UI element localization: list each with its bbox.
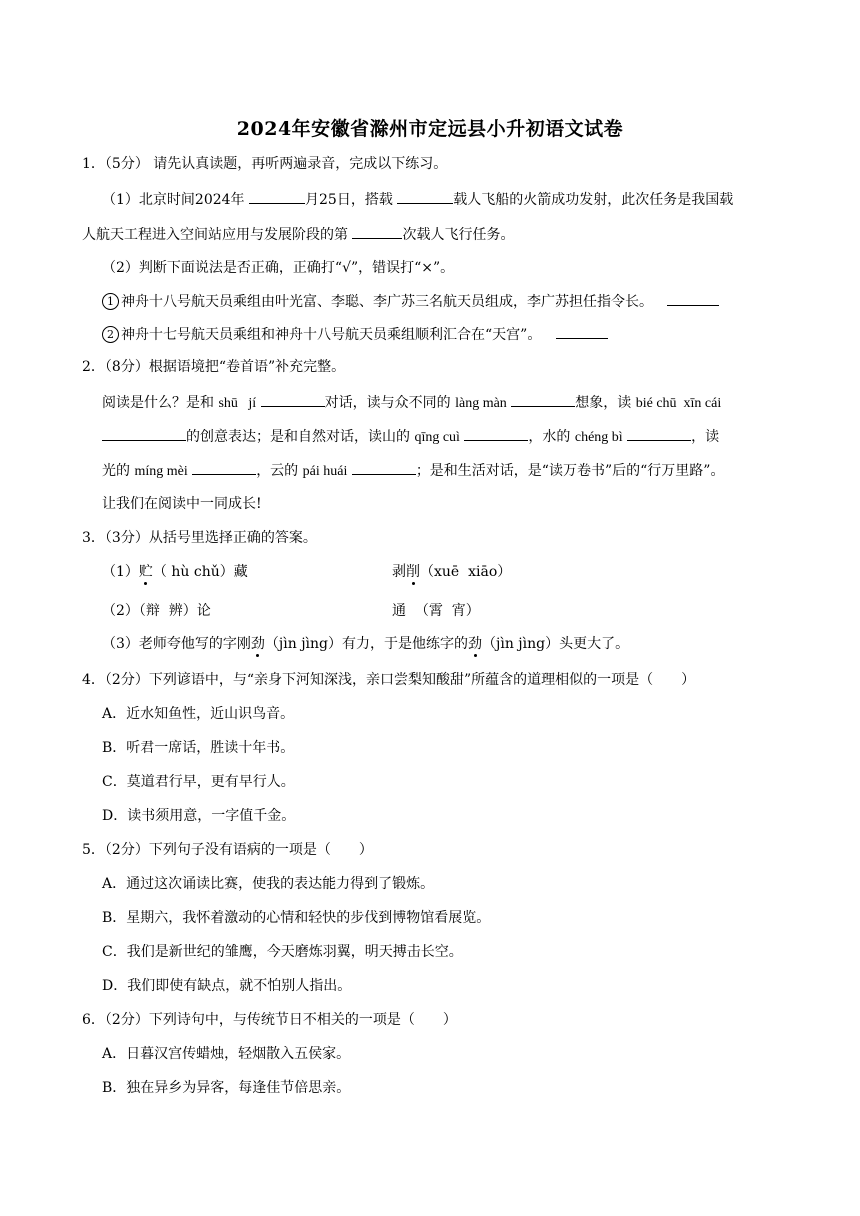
- question-3-stem: 3．（3分）从括号里选择正确的答案。: [82, 530, 317, 546]
- pinyin: làng màn: [455, 396, 507, 411]
- question-3-item-3: （3）老师夸他写的字刚劲（jìn jìng）有力，于是他练字的劲（jìn jìng）头更大了。: [102, 636, 630, 652]
- dotted-character: 削: [406, 564, 420, 580]
- question-number: 5．: [82, 842, 105, 858]
- question-4-option-d[interactable]: D．读书须用意，一字值千金。: [102, 808, 296, 824]
- answer-blank[interactable]: [352, 224, 402, 239]
- question-6-option-b[interactable]: B．独在异乡为异客，每逢佳节倍思亲。: [102, 1080, 351, 1096]
- question-1-claim-2: 2 神舟十七号航天员乘组和神舟十八号航天员乘组顺利汇合在“天宫”。: [102, 324, 608, 345]
- answer-blank[interactable]: [556, 324, 608, 339]
- question-2-line1: 阅读是什么？是和 shū jí 对话，读与众不同的 làng màn 想象，读 bié chū xīn cái: [102, 392, 721, 414]
- answer-blank[interactable]: [352, 460, 416, 475]
- dotted-character: 贮: [138, 564, 153, 580]
- answer-blank[interactable]: [464, 426, 528, 441]
- question-4-option-b[interactable]: B．听君一席话，胜读十年书。: [102, 740, 295, 756]
- question-number: 1．: [82, 156, 105, 172]
- question-5-option-b[interactable]: B．星期六，我怀着激动的心情和轻快的步伐到博物馆看展览。: [102, 910, 491, 926]
- question-5-stem: 5．（2分）下列句子没有语病的一项是（ ）: [82, 842, 373, 858]
- answer-blank[interactable]: [249, 189, 305, 204]
- pinyin: míng mèi: [134, 464, 188, 479]
- answer-blank[interactable]: [397, 189, 453, 204]
- question-2-stem: 2．（8分）根据语境把“卷首语”补充完整。: [82, 359, 346, 375]
- pinyin: qīng cuì: [414, 430, 460, 445]
- question-number: 2．: [82, 359, 105, 375]
- answer-blank[interactable]: [627, 426, 691, 441]
- page-title: 2024年安徽省滁州市定远县小升初语文试卷: [236, 118, 624, 140]
- question-3-item-2b: 通 （霄 宵）: [392, 603, 480, 619]
- question-1-stem: 1．（5分） 请先认真读题，再听两遍录音，完成以下练习。: [82, 156, 448, 172]
- question-4-option-a[interactable]: A．近水知鱼性，近山识鸟音。: [102, 706, 295, 722]
- question-1-part1-line2: 人航天工程进入空间站应用与发展阶段的第 次载人飞行任务。: [82, 224, 514, 245]
- question-6-stem: 6．（2分）下列诗句中，与传统节日不相关的一项是（ ）: [82, 1012, 457, 1028]
- pinyin: bié chū xīn cái: [635, 396, 722, 411]
- question-5-option-a[interactable]: A．通过这次诵读比赛，使我的表达能力得到了锻炼。: [102, 876, 435, 892]
- question-1-part2: （2）判断下面说法是否正确，正确打“√”，错误打“×”。: [102, 260, 455, 276]
- question-4-stem: 4．（2分）下列谚语中，与“亲身下河知深浅，亲口尝梨知酸甜”所蕴含的道理相似的一项是（ ）: [82, 672, 696, 688]
- question-3-item-2a: （2）（辩 辨）论: [102, 603, 211, 619]
- question-3-item-1a: （1）贮（ hù chǔ）藏: [102, 564, 248, 580]
- question-5-option-d[interactable]: D．我们即使有缺点，就不怕别人指出。: [102, 978, 352, 994]
- question-number: 4．: [82, 672, 105, 688]
- question-2-line2: 的创意表达；是和自然对话，读山的 qīng cuì ，水的 chéng bì ，读: [102, 426, 719, 448]
- answer-blank[interactable]: [192, 460, 256, 475]
- answer-blank[interactable]: [261, 392, 325, 407]
- question-4-option-c[interactable]: C．莫道君行早，更有早行人。: [102, 774, 295, 790]
- question-1-claim-1: 1 神舟十八号航天员乘组由叶光富、李聪、李广苏三名航天员组成，李广苏担任指令长。: [102, 291, 719, 312]
- question-number: 6．: [82, 1012, 105, 1028]
- question-3-item-1b: 剥削（xuē xiāo）: [392, 564, 512, 580]
- question-5-option-c[interactable]: C．我们是新世纪的雏鹰，今天磨炼羽翼，明天搏击长空。: [102, 944, 463, 960]
- dotted-character: 劲: [468, 636, 483, 652]
- question-1-part1-line1: （1）北京时间2024年 月25日，搭载 载人飞船的火箭成功发射，此次任务是我国载: [102, 189, 733, 210]
- circled-number: 2: [102, 326, 119, 343]
- pinyin: shū jí: [218, 396, 257, 411]
- answer-blank[interactable]: [511, 392, 575, 407]
- dotted-character: 劲: [250, 636, 265, 652]
- circled-number: 1: [102, 293, 119, 310]
- question-6-option-a[interactable]: A．日暮汉宫传蜡烛，轻烟散入五侯家。: [102, 1046, 351, 1062]
- answer-blank[interactable]: [102, 426, 186, 441]
- question-2-line4: 让我们在阅读中一同成长!: [102, 496, 262, 512]
- answer-blank[interactable]: [667, 291, 719, 306]
- question-number: 3．: [82, 530, 105, 546]
- question-2-line3: 光的 míng mèi ，云的 pái huái ；是和生活对话，是“读万卷书”后的“行万里路”。: [102, 460, 724, 482]
- pinyin: pái huái: [302, 464, 348, 479]
- pinyin: chéng bì: [574, 430, 623, 445]
